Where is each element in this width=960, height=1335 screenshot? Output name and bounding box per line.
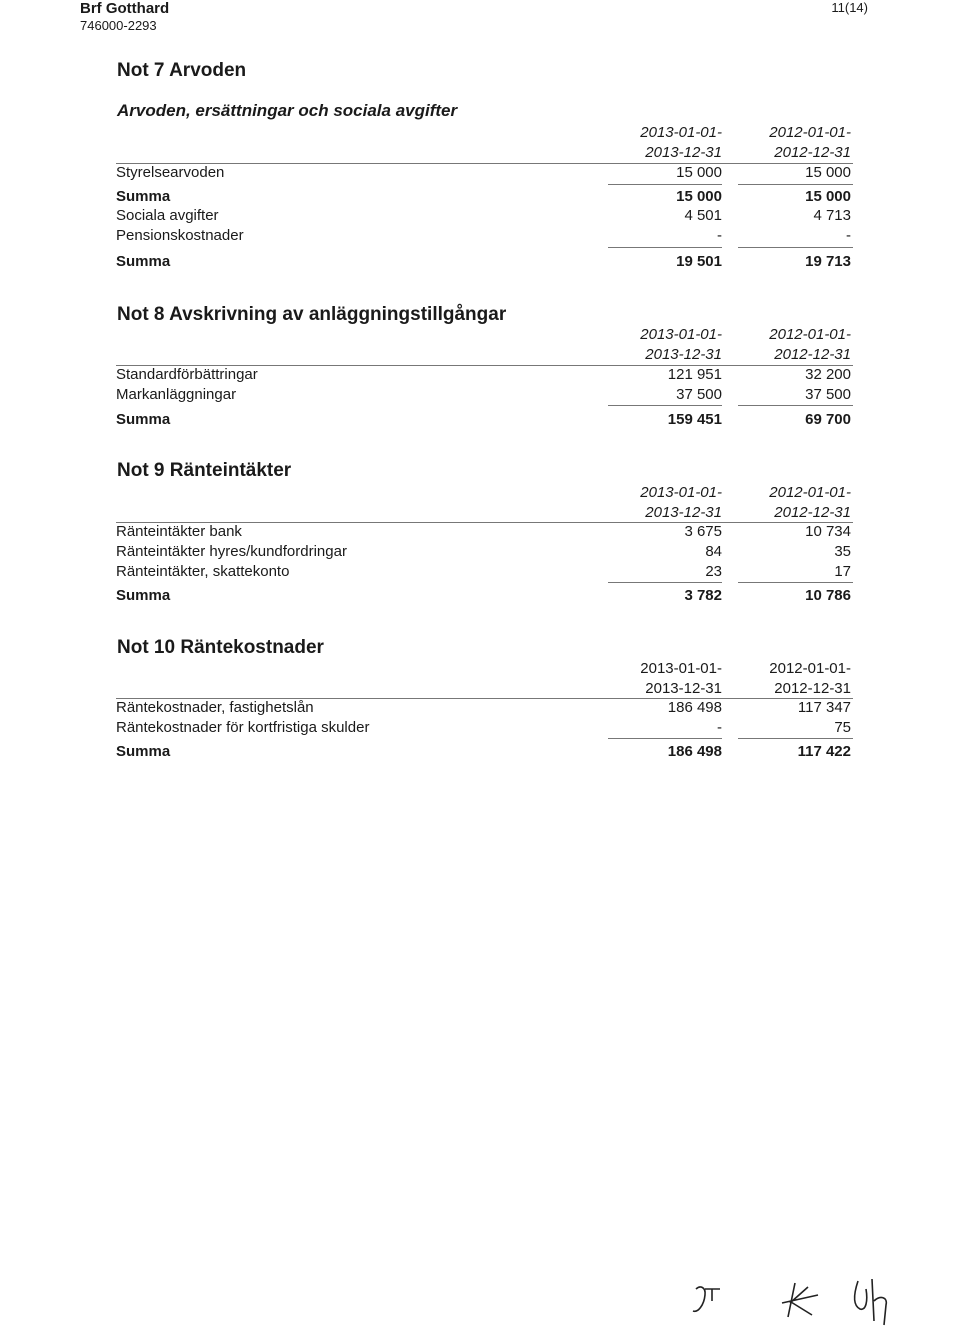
row-value-2013: 84 bbox=[705, 543, 722, 560]
note10-period-end-row bbox=[116, 680, 853, 700]
table-row-sum bbox=[116, 743, 853, 763]
note7-period-end-row bbox=[116, 144, 853, 164]
row-value-2013: 19 501 bbox=[676, 253, 722, 270]
note7-period1-end: 2013-12-31 bbox=[645, 144, 722, 161]
table-row bbox=[116, 386, 853, 406]
row-value-2012: 37 500 bbox=[805, 386, 851, 403]
note7-title: Not 7 Arvoden bbox=[117, 60, 247, 81]
note8-period-start-row bbox=[116, 326, 853, 346]
divider bbox=[608, 405, 722, 406]
divider bbox=[738, 405, 853, 406]
row-value-2013: 4 501 bbox=[684, 207, 722, 224]
row-value-2013: 186 498 bbox=[667, 699, 722, 716]
row-value-2012: 19 713 bbox=[805, 253, 851, 270]
row-value-2013: 186 498 bbox=[667, 743, 722, 760]
row-value-2012: 15 000 bbox=[805, 164, 851, 181]
row-label: Summa bbox=[116, 253, 171, 270]
note10-period2-start: 2012-01-01- bbox=[769, 660, 851, 677]
row-label: Ränteintäkter bank bbox=[116, 523, 242, 540]
note7-period2-start: 2012-01-01- bbox=[769, 124, 851, 141]
note9-title: Not 9 Ränteintäkter bbox=[117, 460, 292, 481]
row-value-2012: 15 000 bbox=[805, 188, 851, 205]
row-label: Summa bbox=[116, 411, 171, 428]
row-value-2012: 69 700 bbox=[805, 411, 851, 428]
divider bbox=[608, 247, 722, 248]
row-value-2013: 121 951 bbox=[667, 366, 722, 383]
row-value-2013: - bbox=[717, 227, 722, 244]
row-value-2013: 23 bbox=[705, 563, 722, 580]
table-row bbox=[116, 207, 853, 227]
divider bbox=[608, 738, 722, 739]
row-label: Ränteintäkter hyres/kundfordringar bbox=[116, 543, 347, 560]
note8-period1-start: 2013-01-01- bbox=[640, 326, 722, 343]
row-label: Summa bbox=[116, 743, 171, 760]
organization-number: 746000-2293 bbox=[80, 18, 157, 33]
row-value-2012: 10 786 bbox=[805, 587, 851, 604]
note8-title: Not 8 Avskrivning av anläggningstillgångar bbox=[117, 304, 507, 325]
table-row-sum bbox=[116, 587, 853, 607]
row-label: Räntekostnader för kortfristiga skulder bbox=[116, 719, 370, 736]
row-value-2012: 75 bbox=[834, 719, 851, 736]
note10-period1-end: 2013-12-31 bbox=[645, 680, 722, 697]
note9-period-start-row bbox=[116, 484, 853, 504]
divider bbox=[608, 582, 722, 583]
table-row-sum bbox=[116, 411, 853, 431]
note7-subtitle: Arvoden, ersättningar och sociala avgifter bbox=[117, 101, 458, 120]
note9-period1-start: 2013-01-01- bbox=[640, 484, 722, 501]
row-value-2012: 117 347 bbox=[797, 699, 851, 716]
row-value-2013: 159 451 bbox=[667, 411, 722, 428]
initials-jt bbox=[693, 1287, 720, 1311]
row-value-2013: 15 000 bbox=[676, 188, 722, 205]
table-row bbox=[116, 699, 853, 719]
note8-period-end-row bbox=[116, 346, 853, 366]
note7-period2-end: 2012-12-31 bbox=[774, 144, 851, 161]
row-label: Sociala avgifter bbox=[116, 207, 219, 224]
note8-period1-end: 2013-12-31 bbox=[645, 346, 722, 363]
note9-period2-end: 2012-12-31 bbox=[774, 504, 851, 521]
row-value-2013: 3 782 bbox=[684, 587, 722, 604]
row-label: Standardförbättringar bbox=[116, 366, 258, 383]
row-value-2013: 37 500 bbox=[676, 386, 722, 403]
table-row bbox=[116, 227, 853, 247]
organization-name: Brf Gotthard bbox=[80, 0, 170, 17]
row-label: Styrelsearvoden bbox=[116, 164, 225, 181]
note9-period1-end: 2013-12-31 bbox=[645, 504, 722, 521]
note10-period2-end: 2012-12-31 bbox=[774, 680, 851, 697]
row-value-2012: 4 713 bbox=[813, 207, 851, 224]
row-label: Summa bbox=[116, 188, 171, 205]
row-value-2012: - bbox=[846, 227, 851, 244]
row-value-2013: - bbox=[717, 719, 722, 736]
row-value-2012: 35 bbox=[834, 543, 851, 560]
row-value-2012: 10 734 bbox=[805, 523, 851, 540]
table-row-sum bbox=[116, 188, 853, 208]
table-row-sum bbox=[116, 253, 853, 273]
row-label: Summa bbox=[116, 587, 171, 604]
note9-period2-start: 2012-01-01- bbox=[769, 484, 851, 501]
row-label: Räntekostnader, fastighetslån bbox=[116, 699, 314, 716]
divider bbox=[608, 184, 722, 185]
divider bbox=[738, 582, 853, 583]
note10-title: Not 10 Räntekostnader bbox=[117, 637, 324, 658]
note7-period1-start: 2013-01-01- bbox=[640, 124, 722, 141]
table-row bbox=[116, 719, 853, 739]
divider bbox=[738, 184, 853, 185]
row-value-2013: 15 000 bbox=[676, 164, 722, 181]
row-value-2012: 32 200 bbox=[805, 366, 851, 383]
table-row bbox=[116, 366, 853, 386]
divider bbox=[738, 247, 853, 248]
row-label: Markanläggningar bbox=[116, 386, 237, 403]
row-label: Pensionskostnader bbox=[116, 227, 244, 244]
row-label: Ränteintäkter, skattekonto bbox=[116, 563, 290, 580]
initials-jh bbox=[855, 1279, 887, 1325]
table-row bbox=[116, 563, 853, 583]
note8-period2-start: 2012-01-01- bbox=[769, 326, 851, 343]
row-value-2013: 3 675 bbox=[684, 523, 722, 540]
note7-period-start-row bbox=[116, 124, 853, 144]
note9-period-end-row bbox=[116, 504, 853, 524]
handwritten-initials bbox=[690, 1275, 920, 1335]
note10-period-start-row bbox=[116, 660, 853, 680]
table-row bbox=[116, 523, 853, 543]
row-value-2012: 117 422 bbox=[797, 743, 851, 760]
note8-period2-end: 2012-12-31 bbox=[774, 346, 851, 363]
divider bbox=[738, 738, 853, 739]
table-row bbox=[116, 164, 853, 184]
note10-period1-start: 2013-01-01- bbox=[640, 660, 722, 677]
table-row bbox=[116, 543, 853, 563]
row-value-2012: 17 bbox=[834, 563, 851, 580]
page-number: 11(14) bbox=[831, 0, 868, 15]
initials-kk bbox=[782, 1283, 818, 1317]
